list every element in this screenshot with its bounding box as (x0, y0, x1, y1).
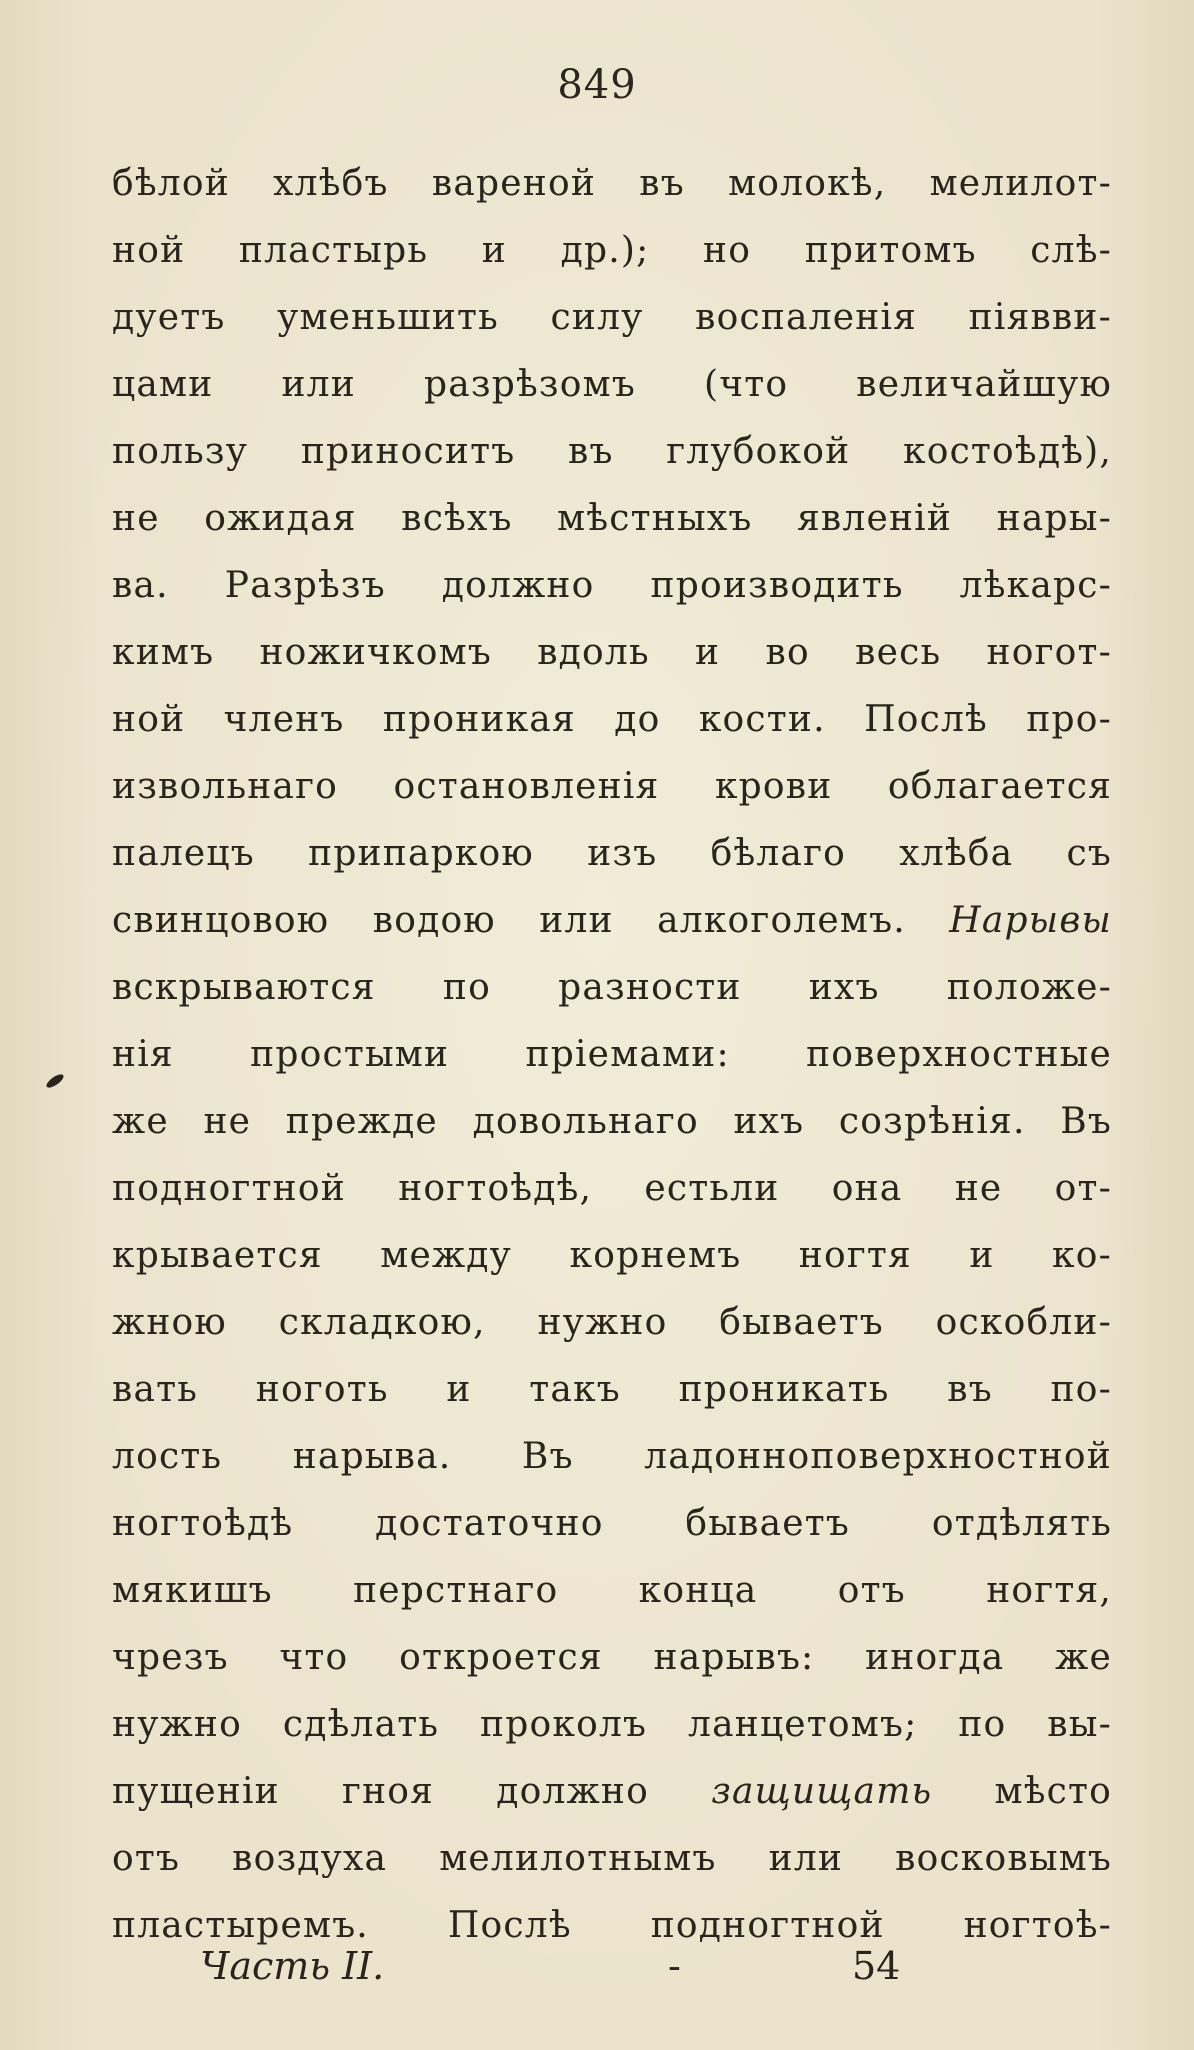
text-line: лость нарыва. Въ ладонноповерхностной (112, 1436, 1112, 1477)
text-line: подногтной ногтоѣдѣ, естьли она не от- (112, 1168, 1112, 1209)
footer-dash: - (668, 1944, 681, 1988)
text-line: нужно сдѣлать проколъ ланцетомъ; по вы- (112, 1704, 1112, 1745)
text-line: ва. Разрѣзъ должно производить лѣкарс- (112, 565, 1112, 606)
text-line: чрезъ что откроется нарывъ: иногда же (112, 1637, 1112, 1678)
text-line: извольнаго остановленія крови облагается (112, 766, 1112, 807)
signature-mark: 54 (852, 1944, 901, 1988)
page-footer (0, 1944, 1194, 2004)
text-line: свинцовою водою или алкоголемъ. Нарывы (112, 900, 1112, 941)
part-label: Часть II. (200, 1944, 385, 1988)
text-line: ной пластырь и др.); но притомъ слѣ- (112, 230, 1112, 271)
text-line: пользу приноситъ въ глубокой костоѣдѣ), (112, 431, 1112, 472)
text-line: мякишъ перстнаго конца отъ ногтя, (112, 1570, 1112, 1611)
text-line: нія простыми пріемами: поверхностные (112, 1034, 1112, 1075)
text-line: жною складкою, нужно бываетъ оскобли- (112, 1302, 1112, 1343)
text-line: бѣлой хлѣбъ вареной въ молокѣ, мелилот- (112, 163, 1112, 204)
text-line: палецъ припаркою изъ бѣлаго хлѣба съ (112, 833, 1112, 874)
text-line: пущеніи гноя должно защищать мѣсто (112, 1771, 1113, 1812)
page-number: 849 (557, 62, 637, 108)
margin-ink-mark (42, 1069, 68, 1093)
italic-term: защищать (711, 1771, 933, 1812)
text-line: вать ноготь и такъ проникать въ по- (112, 1369, 1112, 1410)
italic-term: Нарывы (949, 900, 1112, 941)
text-line: не ожидая всѣхъ мѣстныхъ явленій нары- (112, 498, 1112, 539)
text-line: отъ воздуха мелилотнымъ или восковымъ (112, 1838, 1112, 1879)
text-line: вскрываются по разности ихъ положе- (112, 967, 1112, 1008)
text-line: пластыремъ. Послѣ подногтной ногтоѣ- (112, 1905, 1112, 1946)
text-line: дуетъ уменьшить силу воспаленія пiявви- (112, 297, 1112, 338)
text-line: ногтоѣдѣ достаточно бываетъ отдѣлять (112, 1503, 1112, 1544)
text-line: кимъ ножичкомъ вдоль и во весь ногот- (112, 632, 1112, 673)
text-line: ной членъ проникая до кости. Послѣ про- (112, 699, 1112, 740)
text-line: цами или разрѣзомъ (что величайшую (112, 364, 1112, 405)
text-line: крывается между корнемъ ногтя и ко- (112, 1235, 1112, 1276)
text-line: же не прежде довольнаго ихъ созрѣнія. Въ (112, 1101, 1112, 1142)
